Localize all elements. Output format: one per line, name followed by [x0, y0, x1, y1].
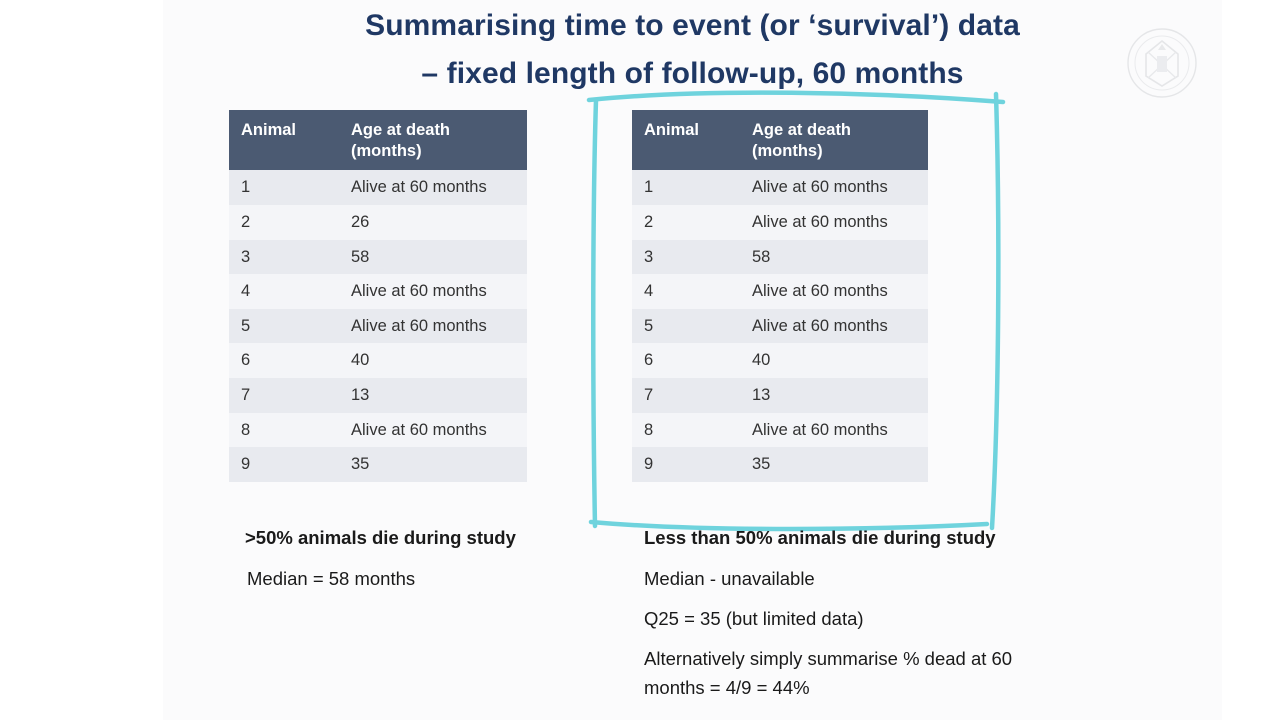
cell-age: 40	[740, 343, 928, 378]
title-line-2: – fixed length of follow-up, 60 months	[421, 57, 964, 90]
cell-age: Alive at 60 months	[740, 274, 928, 309]
header-animal: Animal	[632, 110, 740, 170]
table-row	[229, 170, 527, 205]
cell-animal: 2	[632, 205, 740, 240]
table-row	[229, 413, 527, 448]
cell-animal: 8	[632, 413, 740, 448]
table-header-row	[229, 110, 527, 170]
cell-age: 13	[740, 378, 928, 413]
table-row	[229, 240, 527, 275]
cell-age: Alive at 60 months	[740, 309, 928, 344]
table-row	[632, 343, 928, 378]
table-row	[632, 170, 928, 205]
left-median-text: Median = 58 months	[247, 568, 416, 589]
cell-age: Alive at 60 months	[740, 205, 928, 240]
cell-animal: 6	[229, 343, 339, 378]
cell-animal: 8	[229, 413, 339, 448]
cell-animal: 2	[229, 205, 339, 240]
header-age-at-death	[339, 110, 527, 170]
page-title	[163, 2, 1222, 98]
table-row	[632, 274, 928, 309]
table-row	[229, 274, 527, 309]
cell-animal: 9	[229, 447, 339, 482]
header-age-line1: Age at death	[752, 121, 852, 139]
table-row	[632, 378, 928, 413]
cell-age: 13	[339, 378, 527, 413]
cell-age: 35	[339, 447, 527, 482]
table-row	[229, 309, 527, 344]
cell-animal: 9	[632, 447, 740, 482]
cell-age: Alive at 60 months	[339, 413, 527, 448]
table-row	[632, 240, 928, 275]
right-q25-text: Q25 = 35 (but limited data)	[644, 608, 864, 629]
cell-age: 58	[339, 240, 527, 275]
header-age-line1: Age at death	[351, 121, 451, 139]
cell-animal: 4	[632, 274, 740, 309]
cell-age: Alive at 60 months	[339, 274, 527, 309]
table-row	[229, 378, 527, 413]
cell-animal: 5	[229, 309, 339, 344]
cell-animal: 5	[632, 309, 740, 344]
cell-animal: 1	[632, 170, 740, 205]
cell-age: 35	[740, 447, 928, 482]
right-summary-heading: Less than 50% animals die during study	[644, 527, 996, 548]
table-header-row	[632, 110, 928, 170]
table-row	[229, 205, 527, 240]
cell-animal: 3	[632, 240, 740, 275]
table-row	[632, 447, 928, 482]
letterbox-left	[0, 0, 163, 720]
left-summary-heading: >50% animals die during study	[245, 527, 516, 548]
table-row	[632, 205, 928, 240]
cell-age: Alive at 60 months	[339, 170, 527, 205]
cell-age: 26	[339, 205, 527, 240]
header-age-line2: (months)	[752, 141, 823, 160]
table-right	[632, 110, 928, 482]
header-animal: Animal	[229, 110, 339, 170]
cell-animal: 4	[229, 274, 339, 309]
table-row	[229, 343, 527, 378]
header-age-line2: (months)	[351, 141, 422, 160]
cell-animal: 3	[229, 240, 339, 275]
header-age-at-death	[740, 110, 928, 170]
cell-age: Alive at 60 months	[740, 170, 928, 205]
table-row	[229, 447, 527, 482]
right-percent-dead-text: Alternatively simply summarise % dead at 60 months = 4/9 = 44%	[644, 648, 1013, 698]
table-left	[229, 110, 527, 482]
cell-animal: 7	[632, 378, 740, 413]
cell-age: 40	[339, 343, 527, 378]
university-crest-icon	[1126, 26, 1198, 100]
table-row	[632, 309, 928, 344]
letterbox-right	[1222, 0, 1280, 720]
cell-age: Alive at 60 months	[740, 413, 928, 448]
cell-age: Alive at 60 months	[339, 309, 527, 344]
right-median-text: Median - unavailable	[644, 568, 815, 589]
cell-animal: 6	[632, 343, 740, 378]
table-row	[632, 413, 928, 448]
title-line-1: Summarising time to event (or ‘survival’) data	[365, 9, 1020, 42]
cell-animal: 7	[229, 378, 339, 413]
cell-age: 58	[740, 240, 928, 275]
cell-animal: 1	[229, 170, 339, 205]
